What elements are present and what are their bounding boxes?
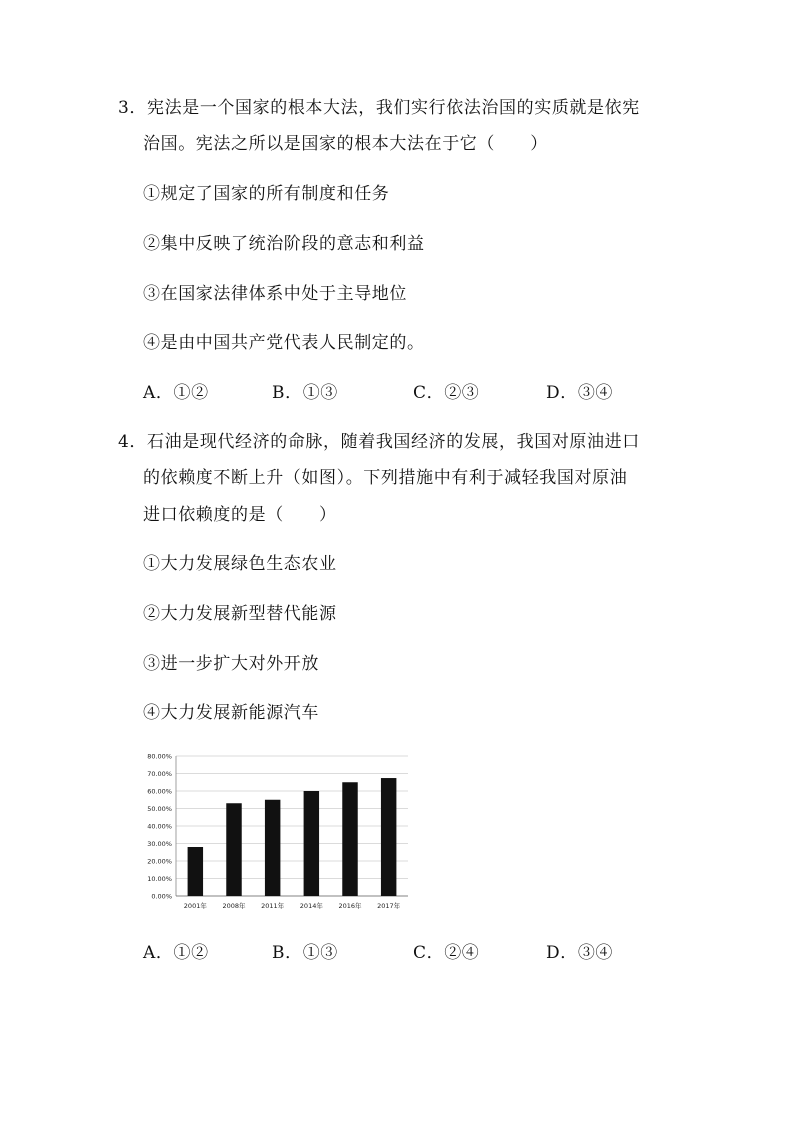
q3-choice-b: B．①③ bbox=[272, 383, 338, 403]
q3-item-4: ④是由中国共产党代表人民制定的。 bbox=[143, 333, 425, 353]
q4-stem-text-1: 石油是现代经济的命脉，随着我国经济的发展，我国对原油进口 bbox=[147, 432, 640, 452]
y-tick-label: 30.00% bbox=[147, 840, 172, 848]
q4-stem-line2: 的依赖度不断上升（如图）。下列措施中有利于减轻我国对原油 bbox=[143, 468, 628, 488]
x-tick-label: 2001年 bbox=[183, 902, 207, 910]
chart-svg bbox=[140, 748, 412, 916]
y-tick-label: 70.00% bbox=[147, 770, 172, 778]
q3-stem-line2: 治国。宪法之所以是国家的根本大法在于它（ ） bbox=[143, 134, 548, 154]
q4-choice-d: D．③④ bbox=[546, 943, 614, 963]
oil-import-dependency-chart bbox=[140, 748, 412, 916]
q4-item-4: ④大力发展新能源汽车 bbox=[143, 703, 319, 723]
bar bbox=[381, 778, 396, 896]
x-tick-label: 2011年 bbox=[261, 902, 285, 910]
q4-choice-c: C．②④ bbox=[413, 943, 480, 963]
q3-choice-d: D．③④ bbox=[546, 383, 614, 403]
q3-stem-text-1: 宪法是一个国家的根本大法，我们实行依法治国的实质就是依宪 bbox=[147, 98, 640, 118]
q4-item-3: ③进一步扩大对外开放 bbox=[143, 654, 319, 674]
q3-number: 3． bbox=[118, 98, 148, 118]
y-tick-label: 20.00% bbox=[147, 857, 172, 866]
y-tick-label: 80.00% bbox=[147, 752, 172, 761]
q4-choice-b: B．①③ bbox=[272, 943, 338, 963]
x-tick-label: 2008年 bbox=[222, 902, 246, 910]
q4-stem-line1 bbox=[118, 430, 640, 454]
bar bbox=[188, 847, 203, 896]
y-tick-label: 60.00% bbox=[147, 787, 172, 796]
x-tick-label: 2014年 bbox=[299, 902, 323, 910]
q3-stem-line1 bbox=[118, 96, 640, 120]
x-tick-label: 2016年 bbox=[338, 902, 362, 910]
q3-choice-a: A．①② bbox=[143, 383, 209, 403]
x-tick-label: 2017年 bbox=[377, 902, 401, 910]
y-tick-label: 0.00% bbox=[151, 892, 172, 901]
y-tick-label: 40.00% bbox=[147, 822, 172, 831]
y-tick-label: 50.00% bbox=[147, 805, 172, 813]
q4-item-1: ①大力发展绿色生态农业 bbox=[143, 554, 337, 574]
bar bbox=[304, 791, 319, 896]
q3-choice-c: C．②③ bbox=[413, 383, 480, 403]
q4-number: 4． bbox=[118, 432, 148, 452]
y-tick-label: 10.00% bbox=[147, 875, 172, 883]
q4-stem-line3: 进口依赖度的是（ ） bbox=[143, 505, 337, 525]
q4-choice-a: A．①② bbox=[143, 943, 209, 963]
bar bbox=[342, 782, 357, 896]
bar bbox=[265, 800, 280, 896]
q4-item-2: ②大力发展新型替代能源 bbox=[143, 604, 337, 624]
q3-item-3: ③在国家法律体系中处于主导地位 bbox=[143, 284, 407, 304]
q3-item-1: ①规定了国家的所有制度和任务 bbox=[143, 184, 390, 204]
q3-item-2: ②集中反映了统治阶段的意志和利益 bbox=[143, 234, 425, 254]
bar bbox=[226, 803, 241, 896]
